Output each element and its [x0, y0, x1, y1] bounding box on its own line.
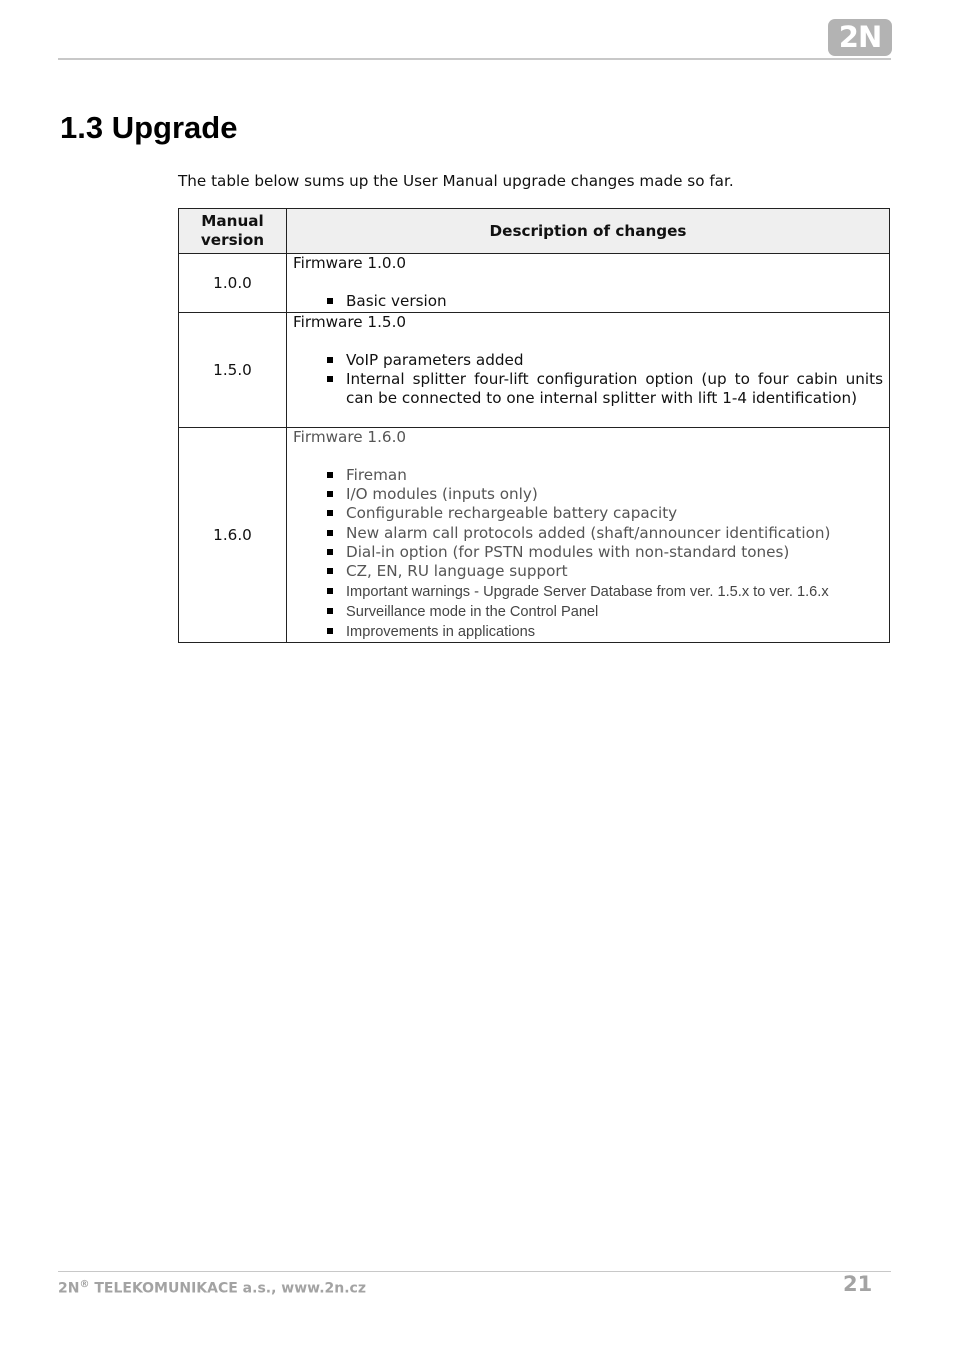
list-item: VoIP parameters added: [327, 351, 883, 370]
version-cell: 1.6.0: [179, 427, 287, 642]
list-item: Improvements in applications: [327, 622, 883, 642]
footer-company: [58, 1279, 366, 1297]
firmware-label: Firmware 1.0.0: [293, 254, 407, 272]
list-item: Important warnings - Upgrade Server Database from ver. 1.5.x to ver. 1.6.x: [327, 582, 883, 602]
list-item: New alarm call protocols added (shaft/announcer identification): [327, 524, 883, 543]
firmware-label: Firmware 1.6.0: [293, 427, 407, 446]
list-item: CZ, EN, RU language support: [327, 562, 883, 581]
upgrade-table: [178, 208, 890, 643]
description-cell: [287, 312, 890, 427]
header-divider: [58, 58, 891, 60]
header-description: Description of changes: [287, 209, 890, 254]
registered-mark: ®: [79, 1279, 90, 1290]
version-cell: 1.5.0: [179, 312, 287, 427]
footer-divider: [58, 1271, 891, 1272]
change-list: [293, 466, 883, 642]
version-cell: 1.0.0: [179, 254, 287, 313]
firmware-label: Firmware 1.5.0: [293, 312, 407, 331]
table-row: [179, 312, 890, 427]
list-item: I/O modules (inputs only): [327, 485, 883, 504]
change-list: [293, 292, 883, 311]
intro-paragraph: The table below sums up the User Manual upgrade changes made so far.: [178, 172, 734, 190]
list-item: Configurable rechargeable battery capacity: [327, 504, 883, 523]
list-item: Basic version: [327, 292, 883, 311]
list-item: Internal splitter four-lift configuration option (up to four cabin units can be connected to one internal splitter with lift 1-4 identification): [327, 370, 883, 409]
page-title: 1.3 Upgrade: [60, 110, 238, 145]
table-row: [179, 427, 890, 642]
footer-company-text: TELEKOMUNIKACE a.s., www.2n.cz: [89, 1280, 366, 1297]
description-cell: [287, 427, 890, 642]
2n-logo: 2N: [828, 19, 892, 56]
description-cell: [287, 254, 890, 313]
list-item: Dial-in option (for PSTN modules with non-standard tones): [327, 543, 883, 562]
table-header-row: [179, 209, 890, 254]
list-item: Fireman: [327, 466, 883, 485]
table-row: [179, 254, 890, 313]
footer-brand: 2N: [58, 1280, 80, 1297]
header-manual-version: Manual version: [179, 209, 287, 254]
change-list: [293, 351, 883, 409]
page-number: 21: [843, 1272, 873, 1296]
list-item: Surveillance mode in the Control Panel: [327, 602, 883, 622]
